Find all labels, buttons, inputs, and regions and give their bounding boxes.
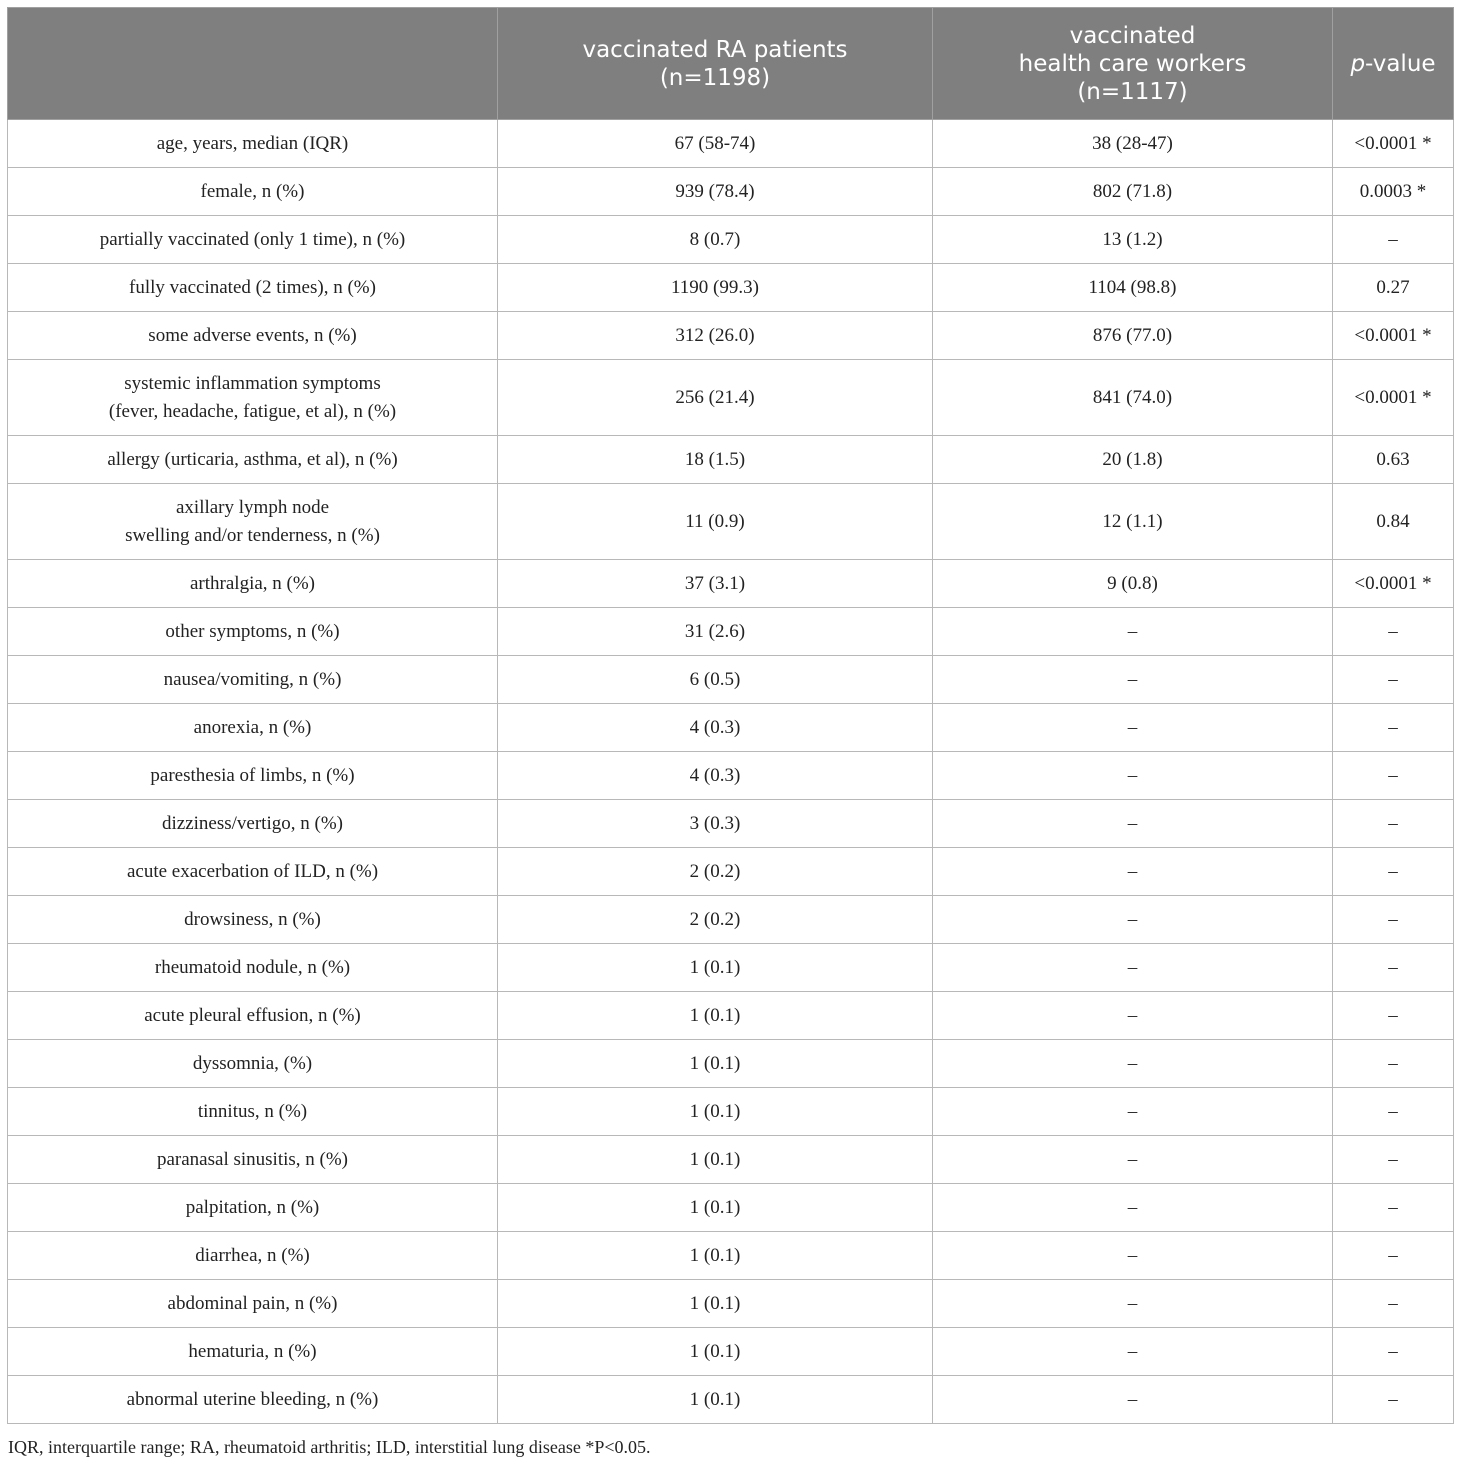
table-row: [8, 656, 1454, 704]
p-value: –: [1333, 992, 1454, 1040]
table-row: [8, 1184, 1454, 1232]
row-label: allergy (urticaria, asthma, et al), n (%): [8, 436, 498, 484]
ra-patients-value: 256 (21.4): [498, 360, 933, 436]
health-care-workers-value: 802 (71.8): [933, 168, 1333, 216]
table-footnote: IQR, interquartile range; RA, rheumatoid arthritis; ILD, interstitial lung disease *P<0.05.: [8, 1437, 651, 1457]
table-row: [8, 608, 1454, 656]
health-care-workers-value: –: [933, 704, 1333, 752]
ra-patients-value: 2 (0.2): [498, 896, 933, 944]
header-ra-patients-title: vaccinated RA patients: [582, 36, 848, 63]
p-value: –: [1333, 800, 1454, 848]
row-label: abdominal pain, n (%): [8, 1280, 498, 1328]
ra-patients-value: 1 (0.1): [498, 1040, 933, 1088]
table-row: [8, 312, 1454, 360]
ra-patients-value: 939 (78.4): [498, 168, 933, 216]
table-row: [8, 1280, 1454, 1328]
table-header: [8, 8, 1454, 120]
row-label: palpitation, n (%): [8, 1184, 498, 1232]
ra-patients-value: 1 (0.1): [498, 1088, 933, 1136]
p-value: –: [1333, 608, 1454, 656]
table-row: [8, 896, 1454, 944]
p-value: –: [1333, 896, 1454, 944]
health-care-workers-value: –: [933, 1328, 1333, 1376]
p-value: –: [1333, 848, 1454, 896]
ra-patients-value: 2 (0.2): [498, 848, 933, 896]
ra-patients-value: 1 (0.1): [498, 944, 933, 992]
p-value: –: [1333, 1328, 1454, 1376]
p-value: –: [1333, 704, 1454, 752]
table-row: [8, 360, 1454, 436]
row-label: dyssomnia, (%): [8, 1040, 498, 1088]
row-label: other symptoms, n (%): [8, 608, 498, 656]
row-label: paresthesia of limbs, n (%): [8, 752, 498, 800]
table-row: [8, 704, 1454, 752]
row-label: hematuria, n (%): [8, 1328, 498, 1376]
row-label: acute pleural effusion, n (%): [8, 992, 498, 1040]
row-label: tinnitus, n (%): [8, 1088, 498, 1136]
health-care-workers-value: –: [933, 992, 1333, 1040]
row-label: nausea/vomiting, n (%): [8, 656, 498, 704]
ra-patients-value: 1 (0.1): [498, 1328, 933, 1376]
ra-patients-value: 1190 (99.3): [498, 264, 933, 312]
table-row: [8, 848, 1454, 896]
health-care-workers-value: 841 (74.0): [933, 360, 1333, 436]
table-row: [8, 1136, 1454, 1184]
health-care-workers-value: 20 (1.8): [933, 436, 1333, 484]
health-care-workers-value: –: [933, 1088, 1333, 1136]
row-label: dizziness/vertigo, n (%): [8, 800, 498, 848]
table-row: [8, 944, 1454, 992]
table-row: [8, 992, 1454, 1040]
table-row: [8, 264, 1454, 312]
table-row: [8, 120, 1454, 168]
p-value: –: [1333, 1280, 1454, 1328]
row-label: drowsiness, n (%): [8, 896, 498, 944]
row-label: female, n (%): [8, 168, 498, 216]
adverse-events-table-container: [7, 7, 1453, 1424]
health-care-workers-value: –: [933, 1136, 1333, 1184]
row-label: diarrhea, n (%): [8, 1232, 498, 1280]
row-label: [8, 484, 498, 560]
row-label: rheumatoid nodule, n (%): [8, 944, 498, 992]
p-value: –: [1333, 1376, 1454, 1424]
p-value: 0.0003 *: [1333, 168, 1454, 216]
ra-patients-value: 6 (0.5): [498, 656, 933, 704]
health-care-workers-value: –: [933, 1232, 1333, 1280]
health-care-workers-value: 1104 (98.8): [933, 264, 1333, 312]
p-value: –: [1333, 1088, 1454, 1136]
p-value: 0.63: [1333, 436, 1454, 484]
header-row: [8, 8, 1454, 120]
p-value: –: [1333, 944, 1454, 992]
row-label: abnormal uterine bleeding, n (%): [8, 1376, 498, 1424]
header-ra-patients: [498, 8, 933, 120]
health-care-workers-value: 876 (77.0): [933, 312, 1333, 360]
adverse-events-table: [7, 7, 1454, 1424]
header-hcw-count: (n=1117): [1077, 78, 1188, 105]
header-health-care-workers: [933, 8, 1333, 120]
health-care-workers-value: –: [933, 1040, 1333, 1088]
ra-patients-value: 18 (1.5): [498, 436, 933, 484]
p-value: –: [1333, 1232, 1454, 1280]
table-row: [8, 436, 1454, 484]
ra-patients-value: 312 (26.0): [498, 312, 933, 360]
row-label: partially vaccinated (only 1 time), n (%): [8, 216, 498, 264]
header-p-value: [1333, 8, 1454, 120]
table-row: [8, 752, 1454, 800]
header-ra-patients-count: (n=1198): [659, 64, 771, 91]
header-hcw-title-line2: health care workers: [1018, 50, 1247, 77]
ra-patients-value: 1 (0.1): [498, 1232, 933, 1280]
health-care-workers-value: –: [933, 656, 1333, 704]
table-row: [8, 1040, 1454, 1088]
ra-patients-value: 4 (0.3): [498, 704, 933, 752]
health-care-workers-value: –: [933, 1184, 1333, 1232]
table-row: [8, 484, 1454, 560]
ra-patients-value: 37 (3.1): [498, 560, 933, 608]
table-row: [8, 800, 1454, 848]
row-label: anorexia, n (%): [8, 704, 498, 752]
p-value: <0.0001 *: [1333, 560, 1454, 608]
p-value: 0.84: [1333, 484, 1454, 560]
table-row: [8, 216, 1454, 264]
health-care-workers-value: –: [933, 608, 1333, 656]
row-label: age, years, median (IQR): [8, 120, 498, 168]
table-row: [8, 560, 1454, 608]
p-value: 0.27: [1333, 264, 1454, 312]
ra-patients-value: 31 (2.6): [498, 608, 933, 656]
row-label: [8, 360, 498, 436]
health-care-workers-value: 38 (28-47): [933, 120, 1333, 168]
row-label-line: (fever, headache, fatigue, et al), n (%): [108, 400, 397, 422]
health-care-workers-value: –: [933, 1376, 1333, 1424]
ra-patients-value: 11 (0.9): [498, 484, 933, 560]
p-value: –: [1333, 1184, 1454, 1232]
row-label: some adverse events, n (%): [8, 312, 498, 360]
health-care-workers-value: –: [933, 752, 1333, 800]
health-care-workers-value: –: [933, 800, 1333, 848]
ra-patients-value: 1 (0.1): [498, 1376, 933, 1424]
row-label: fully vaccinated (2 times), n (%): [8, 264, 498, 312]
row-label: paranasal sinusitis, n (%): [8, 1136, 498, 1184]
header-p-rest: -value: [1365, 50, 1436, 77]
row-label: acute exacerbation of ILD, n (%): [8, 848, 498, 896]
health-care-workers-value: –: [933, 1280, 1333, 1328]
header-p-italic: p: [1350, 50, 1366, 77]
p-value: –: [1333, 752, 1454, 800]
ra-patients-value: 1 (0.1): [498, 1280, 933, 1328]
p-value: –: [1333, 1040, 1454, 1088]
health-care-workers-value: 12 (1.1): [933, 484, 1333, 560]
p-value: –: [1333, 216, 1454, 264]
health-care-workers-value: –: [933, 944, 1333, 992]
health-care-workers-value: 13 (1.2): [933, 216, 1333, 264]
ra-patients-value: 3 (0.3): [498, 800, 933, 848]
table-row: [8, 1232, 1454, 1280]
header-hcw-title-line1: vaccinated: [1069, 22, 1196, 49]
ra-patients-value: 4 (0.3): [498, 752, 933, 800]
health-care-workers-value: 9 (0.8): [933, 560, 1333, 608]
p-value: <0.0001 *: [1333, 360, 1454, 436]
row-label-line: systemic inflammation symptoms: [124, 372, 381, 394]
health-care-workers-value: –: [933, 848, 1333, 896]
ra-patients-value: 1 (0.1): [498, 1136, 933, 1184]
table-body: [8, 120, 1454, 1424]
table-row: [8, 1376, 1454, 1424]
table-row: [8, 1328, 1454, 1376]
row-label-line: axillary lymph node: [175, 496, 330, 518]
row-label: arthralgia, n (%): [8, 560, 498, 608]
row-label-line: swelling and/or tenderness, n (%): [125, 524, 380, 546]
header-blank: [8, 8, 498, 120]
table-row: [8, 1088, 1454, 1136]
ra-patients-value: 1 (0.1): [498, 1184, 933, 1232]
ra-patients-value: 8 (0.7): [498, 216, 933, 264]
ra-patients-value: 1 (0.1): [498, 992, 933, 1040]
p-value: –: [1333, 656, 1454, 704]
p-value: <0.0001 *: [1333, 120, 1454, 168]
p-value: –: [1333, 1136, 1454, 1184]
health-care-workers-value: –: [933, 896, 1333, 944]
ra-patients-value: 67 (58-74): [498, 120, 933, 168]
p-value: <0.0001 *: [1333, 312, 1454, 360]
table-row: [8, 168, 1454, 216]
